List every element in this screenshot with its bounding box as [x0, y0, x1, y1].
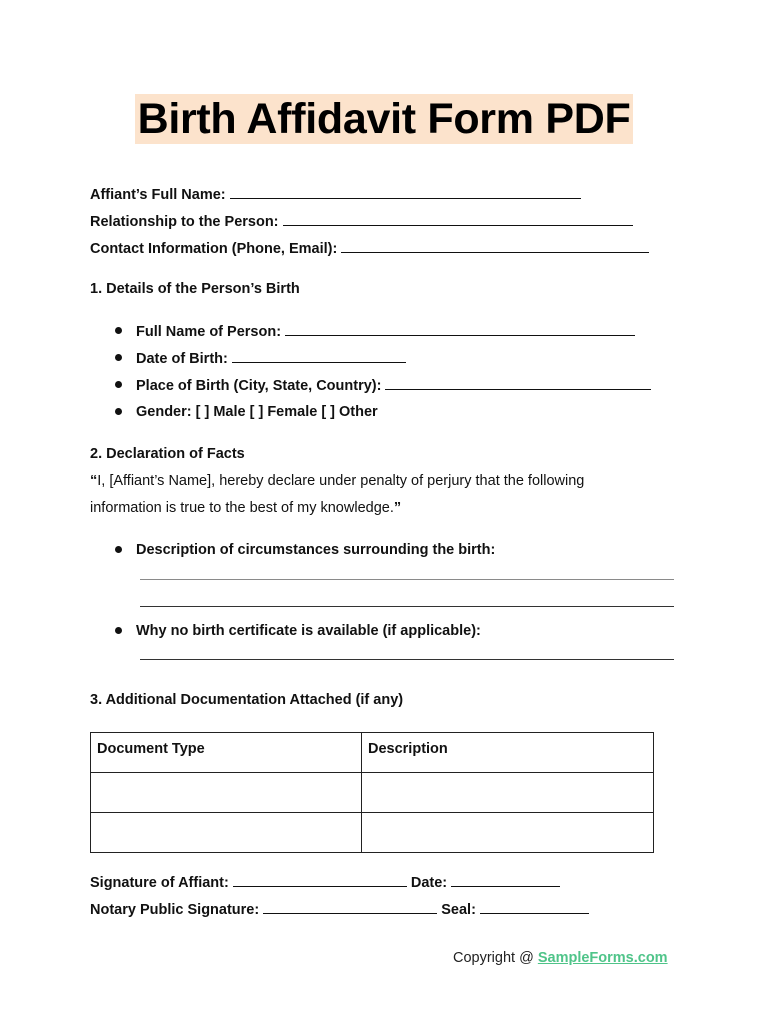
section3-heading: 3. Additional Documentation Attached (if any) — [90, 692, 404, 708]
gender-field[interactable]: Gender: [ ] Male [ ] Female [ ] Other — [136, 404, 378, 420]
column-header-description: Description — [362, 733, 654, 773]
circumstances-blank-line[interactable] — [140, 606, 674, 607]
affiant-signature-label: Signature of Affiant: — [90, 875, 229, 891]
table-cell[interactable] — [91, 773, 362, 813]
bullet-icon — [115, 381, 122, 388]
circumstances-blank-line[interactable] — [140, 579, 674, 580]
date-of-birth-label: Date of Birth: — [136, 351, 228, 367]
place-of-birth-blank[interactable] — [385, 376, 651, 390]
no-certificate-label: Why no birth certificate is available (if applicable): — [136, 623, 481, 639]
column-header-document-type: Document Type — [91, 733, 362, 773]
relationship-field — [90, 212, 633, 231]
bullet-icon — [115, 627, 122, 634]
copyright-text: Copyright @ — [453, 950, 538, 966]
relationship-label: Relationship to the Person: — [90, 214, 279, 230]
bullet-icon — [115, 327, 122, 334]
seal-label: Seal: — [441, 902, 476, 918]
notary-signature-label: Notary Public Signature: — [90, 902, 260, 918]
title-highlight — [135, 94, 633, 144]
table-row — [91, 773, 654, 813]
close-quote: ” — [393, 500, 402, 516]
table-cell[interactable] — [91, 813, 362, 853]
full-name-blank[interactable] — [285, 322, 635, 336]
affiant-name-label: Affiant’s Full Name: — [90, 187, 226, 203]
declaration-line-2 — [90, 499, 401, 517]
affiant-name-blank[interactable] — [230, 185, 581, 199]
table-cell[interactable] — [362, 813, 654, 853]
contact-info-label: Contact Information (Phone, Email): — [90, 241, 338, 257]
table-header-row — [91, 733, 654, 773]
declaration-text-1: I, [Affiant’s Name], hereby declare under penalty of perjury that the following — [97, 473, 585, 489]
place-of-birth-label: Place of Birth (City, State, Country): — [136, 378, 382, 394]
affiant-signature-field — [90, 873, 560, 892]
bullet-icon — [115, 354, 122, 361]
table-row — [91, 813, 654, 853]
open-quote: “ — [90, 473, 98, 489]
seal-blank[interactable] — [480, 900, 589, 914]
circumstances-label: Description of circumstances surrounding the birth: — [136, 542, 496, 558]
declaration-line-1 — [90, 472, 584, 490]
relationship-blank[interactable] — [283, 212, 633, 226]
date-label: Date: — [410, 875, 448, 891]
date-of-birth-field — [136, 349, 406, 368]
page-title: Birth Affidavit Form PDF — [137, 95, 631, 143]
table-cell[interactable] — [362, 773, 654, 813]
documentation-table — [90, 732, 654, 853]
date-of-birth-blank[interactable] — [232, 349, 406, 363]
declaration-text-2: information is true to the best of my knowledge. — [90, 500, 394, 516]
affiant-name-field — [90, 185, 581, 204]
affiant-signature-blank[interactable] — [233, 873, 407, 887]
contact-info-field — [90, 239, 649, 258]
copyright-notice — [453, 950, 668, 966]
full-name-label: Full Name of Person: — [136, 324, 282, 340]
notary-signature-blank[interactable] — [263, 900, 437, 914]
section2-heading: 2. Declaration of Facts — [90, 446, 245, 462]
full-name-field — [136, 322, 635, 341]
place-of-birth-field — [136, 376, 651, 395]
date-blank[interactable] — [451, 873, 560, 887]
bullet-icon — [115, 408, 122, 415]
no-certificate-blank-line[interactable] — [140, 659, 674, 660]
section1-heading: 1. Details of the Person’s Birth — [90, 281, 300, 297]
sampleforms-link[interactable]: SampleForms.com — [537, 950, 668, 966]
contact-info-blank[interactable] — [341, 239, 649, 253]
bullet-icon — [115, 546, 122, 553]
notary-signature-field — [90, 900, 589, 919]
